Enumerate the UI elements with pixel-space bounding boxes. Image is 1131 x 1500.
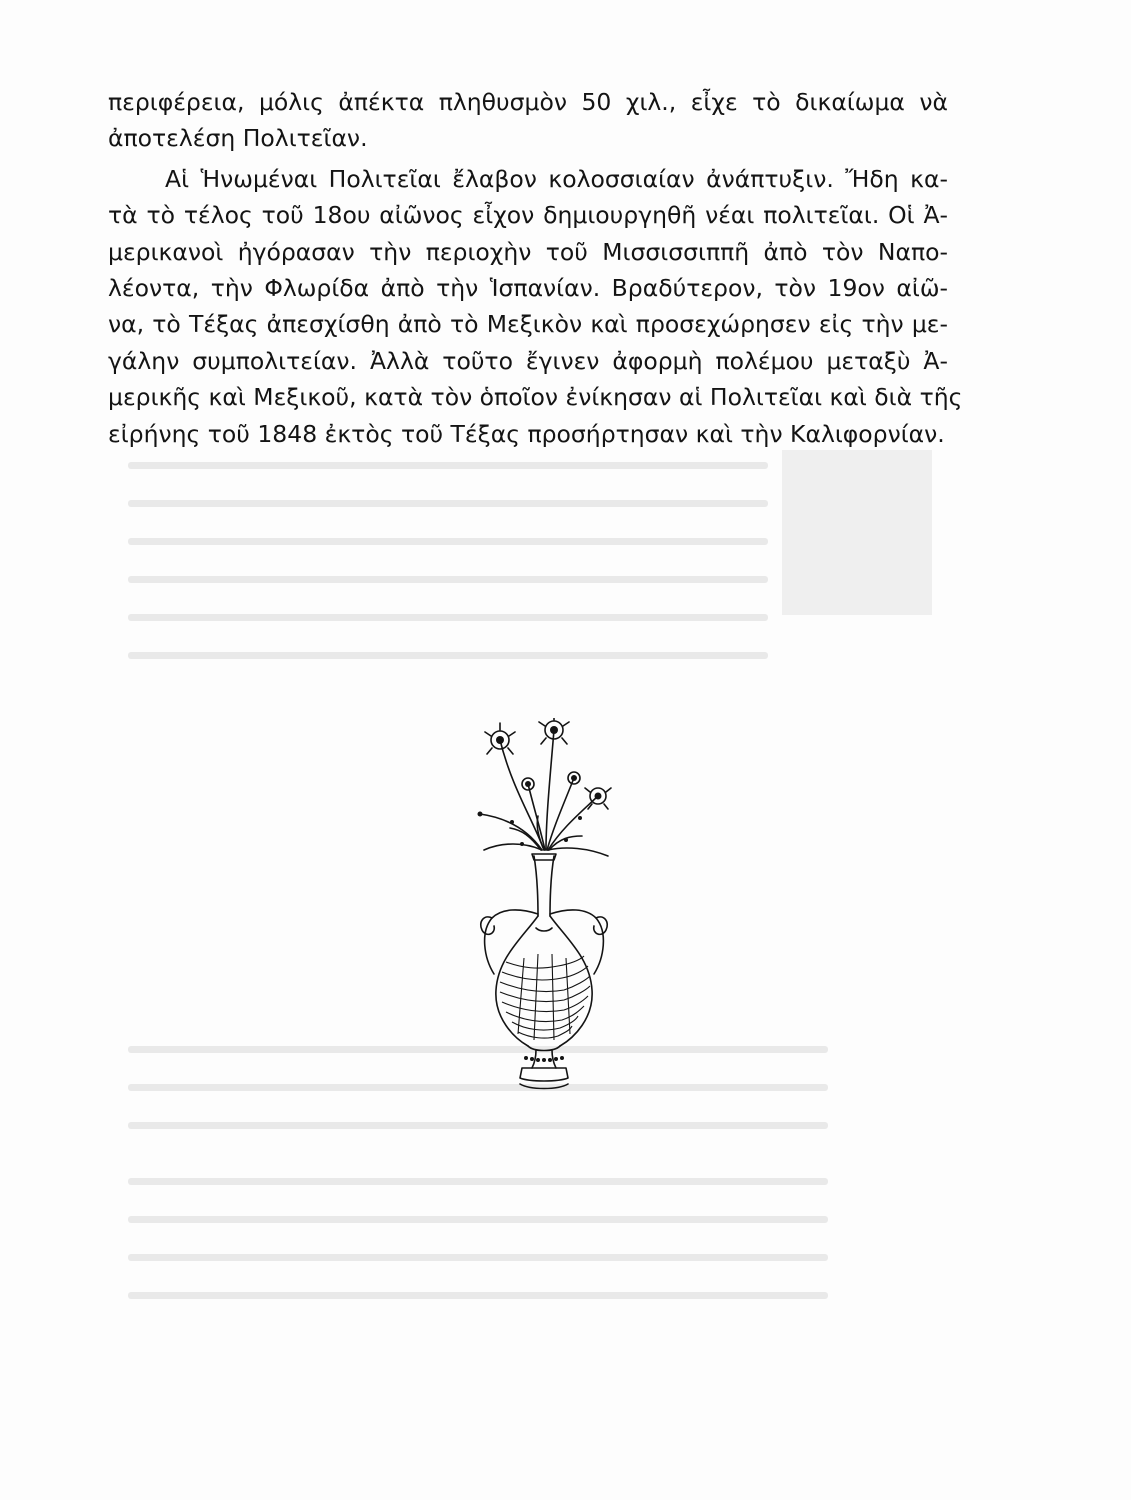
text-line: τὰ τὸ τέλος τοῦ 18ου αἰῶνος εἶχον δημιουργηθῆ νέαι πολιτεῖαι. Οἱ Ἀ- (108, 201, 948, 230)
text-line: λέοντα, τὴν Φλωρίδα ἀπὸ τὴν Ἱσπανίαν. Βραδύτερον, τὸν 19ον αἰῶ- (108, 274, 948, 303)
text-line: ἀποτελέση Πολιτεῖαν. (108, 124, 368, 153)
paragraph-continued (108, 84, 948, 157)
text-line: περιφέρεια, μόλις ἀπέκτα πληθυσμὸν 50 χιλ., εἶχε τὸ δικαίωμα νὰ (108, 88, 948, 116)
text-line: μερικανοὶ ἠγόρασαν τὴν περιοχὴν τοῦ Μισσισσιππῆ ἀπὸ τὸν Ναπο- (108, 237, 948, 266)
text-line: να, τὸ Τέξας ἀπεσχίσθη ἀπὸ τὸ Μεξικὸν καὶ προσεχώρησεν εἰς τὴν με- (108, 310, 948, 339)
body-text (108, 84, 963, 452)
flower-vase-icon (462, 718, 620, 1102)
text-line: μερικῆς καὶ Μεξικοῦ, κατὰ τὸν ὁποῖον ἐνίκησαν αἱ Πολιτεῖαι καὶ διὰ τῆς (108, 383, 963, 412)
text-line: Αἱ Ἡνωμέναι Πολιτεῖαι ἔλαβον κολοσσιαίαν ἀνάπτυξιν. Ἤδη κα- (165, 164, 948, 193)
paragraph-united-states (108, 161, 963, 452)
text-line: γάλην συμπολιτείαν. Ἀλλὰ τοῦτο ἔγινεν ἀφορμὴ πολέμου μεταξὺ Ἀ- (108, 346, 948, 375)
text-line: εἰρήνης τοῦ 1848 ἐκτὸς τοῦ Τέξας προσήρτησαν καὶ τὴν Καλιφορνίαν. (108, 419, 945, 448)
